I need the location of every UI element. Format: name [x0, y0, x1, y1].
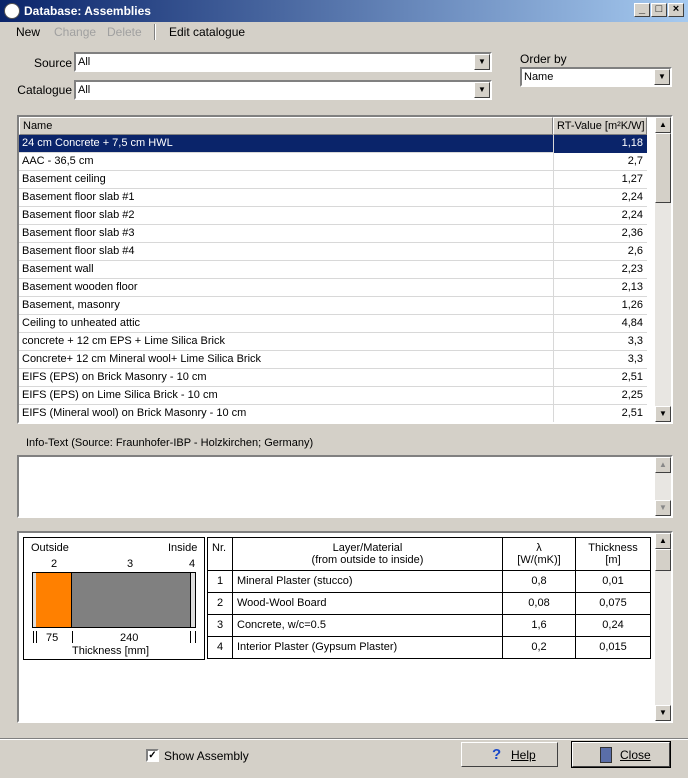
row-name: Basement floor slab #1	[22, 191, 135, 203]
row-rt-value: 1,26	[621, 299, 643, 311]
info-text-box[interactable]	[17, 455, 673, 518]
row-rt-value-cell	[553, 279, 647, 297]
row-rt-value: 2,6	[627, 245, 643, 257]
layer-lambda[interactable]: 0,2	[502, 636, 576, 659]
question-icon: ?	[492, 746, 502, 763]
scroll-down-icon[interactable]: ▼	[655, 406, 671, 422]
layer-thickness[interactable]: 0,075	[575, 592, 651, 615]
row-name: EIFS (EPS) on Lime Silica Brick - 10 cm	[22, 389, 218, 401]
scroll-thumb[interactable]	[655, 549, 671, 571]
menu-separator	[154, 24, 156, 40]
row-rt-value: 3,3	[627, 335, 643, 347]
dim-tick	[190, 631, 191, 643]
col-header-layer: Layer/Material (from outside to inside)	[232, 537, 503, 571]
row-rt-value-cell	[553, 387, 647, 405]
row-rt-value: 1,18	[621, 137, 643, 149]
scroll-up-icon[interactable]: ▲	[655, 533, 671, 549]
scroll-down-icon[interactable]: ▼	[655, 705, 671, 721]
table-row[interactable]	[19, 279, 647, 297]
layer-marker: 3	[127, 558, 134, 570]
row-rt-value-cell	[553, 189, 647, 207]
layer-material[interactable]: Mineral Plaster (stucco)	[232, 570, 503, 593]
menu-edit-catalogue[interactable]: Edit catalogue	[169, 25, 246, 39]
row-rt-value-cell	[553, 243, 647, 261]
layer-marker: 2	[51, 558, 58, 570]
row-name: Basement, masonry	[22, 299, 120, 311]
scroll-up-icon[interactable]: ▲	[655, 117, 671, 133]
order-by-select[interactable]: Name ▼	[520, 67, 672, 87]
layer-marker: 4	[189, 558, 196, 570]
row-rt-value: 2,7	[627, 155, 643, 167]
maximize-button[interactable]: □	[651, 3, 667, 17]
table-row[interactable]	[19, 333, 647, 351]
close-window-button[interactable]: ×	[668, 3, 684, 17]
row-rt-value: 2,24	[621, 191, 643, 203]
table-row[interactable]	[19, 261, 647, 279]
row-rt-value: 2,51	[621, 407, 643, 419]
row-name: Basement floor slab #2	[22, 209, 135, 221]
row-rt-value-cell	[553, 405, 647, 422]
layer-nr[interactable]: 2	[207, 592, 233, 615]
show-assembly-checkbox[interactable]	[146, 749, 159, 762]
info-text-label: Info-Text (Source: Fraunhofer-IBP - Holzkirchen; Germany)	[26, 437, 314, 449]
row-name: 24 cm Concrete + 7,5 cm HWL	[22, 137, 173, 149]
layer-thickness[interactable]: 0,01	[575, 570, 651, 593]
row-name: Basement wooden floor	[22, 281, 138, 293]
row-rt-value: 2,36	[621, 227, 643, 239]
dim-tick	[33, 631, 34, 643]
layer-lambda[interactable]: 0,8	[502, 570, 576, 593]
table-row[interactable]	[19, 171, 647, 189]
source-label: Source	[33, 56, 72, 70]
table-row[interactable]	[19, 207, 647, 225]
dim-wood-wool: 75	[46, 632, 59, 644]
table-row[interactable]	[19, 189, 647, 207]
row-rt-value-cell	[553, 369, 647, 387]
app-icon	[4, 3, 20, 19]
row-rt-value: 1,27	[621, 173, 643, 185]
row-name: EIFS (Mineral wool) on Brick Masonry - 10 cm	[22, 407, 247, 419]
scroll-thumb[interactable]	[655, 133, 671, 203]
row-rt-value-cell	[553, 135, 647, 153]
dim-tick	[195, 631, 196, 643]
title-bar	[0, 0, 688, 22]
row-rt-value: 2,13	[621, 281, 643, 293]
row-rt-value-cell	[553, 351, 647, 369]
row-rt-value: 2,24	[621, 209, 643, 221]
assembly-detail-panel	[17, 531, 673, 723]
order-by-label: Order by	[520, 52, 567, 66]
info-scrollbar[interactable]	[655, 457, 671, 516]
chevron-down-icon[interactable]: ▼	[654, 69, 670, 85]
table-row[interactable]	[19, 405, 647, 422]
menu-new[interactable]: New	[16, 25, 41, 39]
menu-change[interactable]: Change	[54, 25, 97, 39]
table-row[interactable]	[19, 243, 647, 261]
row-name: Basement floor slab #3	[22, 227, 135, 239]
dim-tick	[72, 631, 73, 643]
layer-material[interactable]: Wood-Wool Board	[232, 592, 503, 615]
row-rt-value-cell	[553, 225, 647, 243]
assembly-drawing	[23, 537, 205, 660]
catalogue-label: Catalogue	[17, 83, 72, 97]
list-rows	[19, 135, 647, 422]
row-rt-value: 2,23	[621, 263, 643, 275]
scroll-down-icon[interactable]: ▼	[655, 500, 671, 516]
close-button[interactable]: Close	[572, 742, 670, 767]
col-header-thickness: Thickness [m]	[575, 537, 651, 571]
layer-nr[interactable]: 1	[207, 570, 233, 593]
table-row[interactable]	[19, 315, 647, 333]
col-header-nr: Nr.	[207, 537, 233, 571]
thickness-axis-label: Thickness [mm]	[72, 645, 150, 657]
row-rt-value-cell	[553, 171, 647, 189]
layer-lambda[interactable]: 0,08	[502, 592, 576, 615]
layer-table	[207, 537, 651, 660]
detail-scrollbar[interactable]	[655, 533, 671, 721]
row-rt-value-cell	[553, 261, 647, 279]
catalogue-select[interactable]: All ▼	[74, 80, 492, 100]
table-row[interactable]	[19, 135, 647, 153]
door-icon	[600, 747, 612, 763]
assembly-list	[17, 115, 673, 424]
layer-material[interactable]: Interior Plaster (Gypsum Plaster)	[232, 636, 503, 659]
table-row[interactable]	[19, 369, 647, 387]
table-row[interactable]	[19, 297, 647, 315]
layer-nr[interactable]: 4	[207, 636, 233, 659]
chevron-down-icon[interactable]: ▼	[474, 54, 490, 70]
row-name: Basement wall	[22, 263, 94, 275]
layer-material[interactable]: Concrete, w/c=0.5	[232, 614, 503, 637]
source-select[interactable]: All ▼	[74, 52, 492, 72]
list-scrollbar[interactable]	[655, 117, 671, 422]
chevron-down-icon[interactable]: ▼	[474, 82, 490, 98]
layer-thickness[interactable]: 0,015	[575, 636, 651, 659]
dim-concrete: 240	[120, 632, 139, 644]
row-rt-value-cell	[553, 297, 647, 315]
row-name: Concrete+ 12 cm Mineral wool+ Lime Silica Brick	[22, 353, 262, 365]
dim-tick	[36, 631, 37, 643]
footer-separator	[0, 738, 688, 740]
col-header-lambda: λ [W/(mK)]	[502, 537, 576, 571]
table-row[interactable]	[19, 387, 647, 405]
row-name: Basement floor slab #4	[22, 245, 135, 257]
minimize-button[interactable]: _	[634, 3, 650, 17]
row-rt-value-cell	[553, 207, 647, 225]
column-header-rt-value[interactable]: RT-Value [m²K/W]	[553, 117, 647, 135]
layer-interior-plaster	[190, 573, 195, 627]
table-row[interactable]	[19, 225, 647, 243]
row-rt-value: 2,51	[621, 371, 643, 383]
layer-lambda[interactable]: 1,6	[502, 614, 576, 637]
row-rt-value: 2,25	[621, 389, 643, 401]
row-name: EIFS (EPS) on Brick Masonry - 10 cm	[22, 371, 207, 383]
table-row[interactable]	[19, 351, 647, 369]
row-rt-value: 4,84	[621, 317, 643, 329]
row-name: concrete + 12 cm EPS + Lime Silica Brick	[22, 335, 225, 347]
checkmark-icon: ✓	[148, 750, 157, 761]
layer-wood-wool	[36, 573, 72, 627]
show-assembly-label[interactable]: Show Assembly	[164, 749, 249, 763]
row-name: Basement ceiling	[22, 173, 106, 185]
column-header-name[interactable]: Name	[19, 117, 553, 135]
inside-label: Inside	[168, 542, 198, 554]
row-rt-value: 3,3	[627, 353, 643, 365]
scroll-up-icon[interactable]: ▲	[655, 457, 671, 473]
row-rt-value-cell	[553, 153, 647, 171]
row-rt-value-cell	[553, 315, 647, 333]
row-name: AAC - 36,5 cm	[22, 155, 94, 167]
window-title: Database: Assemblies	[24, 4, 151, 18]
layer-thickness[interactable]: 0,24	[575, 614, 651, 637]
menu-delete[interactable]: Delete	[107, 25, 142, 39]
row-name: Ceiling to unheated attic	[22, 317, 141, 329]
help-button[interactable]: ? Help	[461, 742, 558, 767]
table-row[interactable]	[19, 153, 647, 171]
layer-nr[interactable]: 3	[207, 614, 233, 637]
row-rt-value-cell	[553, 333, 647, 351]
outside-label: Outside	[31, 542, 69, 554]
